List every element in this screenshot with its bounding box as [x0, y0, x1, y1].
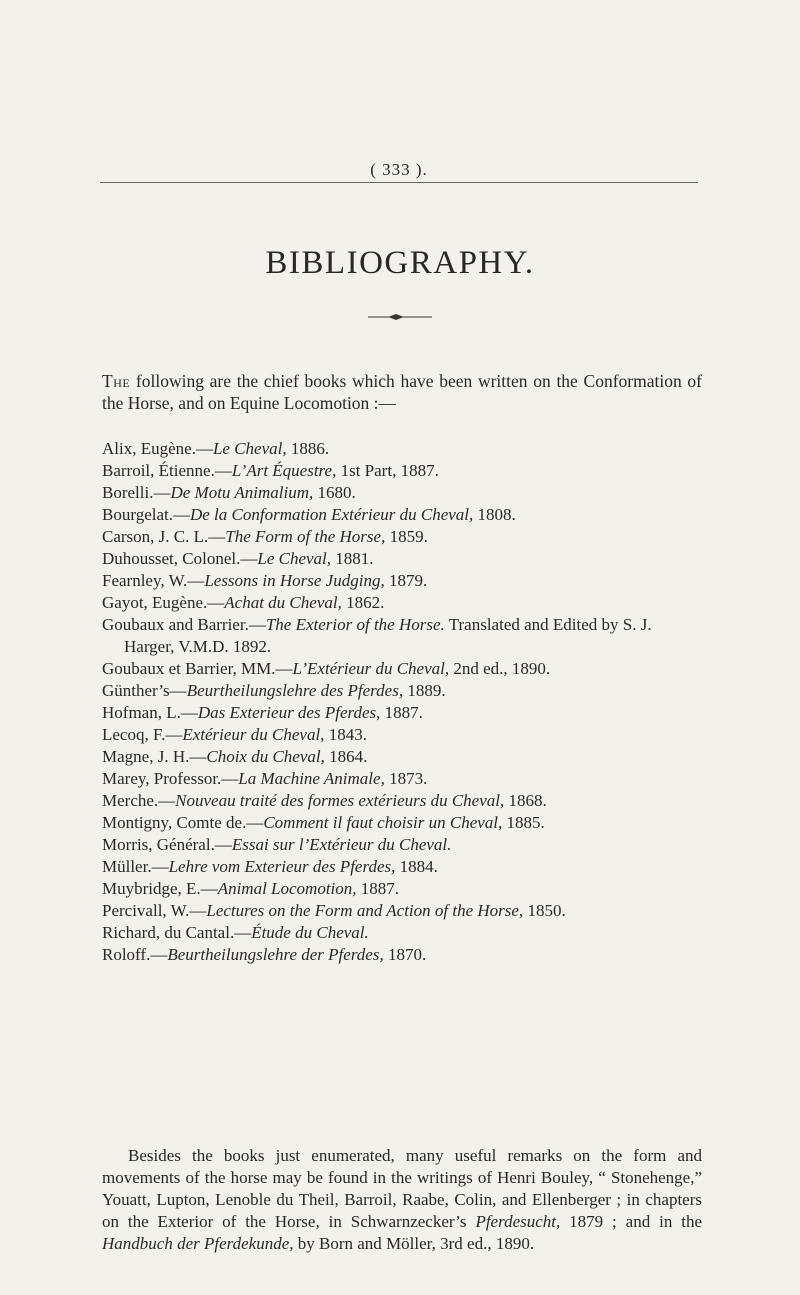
entry-author: Duhousset, Colonel.—: [102, 549, 258, 568]
entry-details: 1st Part, 1887.: [336, 461, 439, 480]
bibliography-entry: [102, 438, 702, 460]
entry-details: 1843.: [324, 725, 367, 744]
entry-details: 1879.: [384, 571, 428, 590]
entry-author: Hofman, L.—: [102, 703, 198, 722]
bibliography-entry: [102, 834, 702, 856]
entry-author: Montigny, Comte de.—: [102, 813, 264, 832]
entry-author: Alix, Eugène.—: [102, 439, 213, 458]
bibliography-entry: [102, 768, 702, 790]
entry-author: Richard, du Cantal.—: [102, 923, 252, 942]
bibliography-entry: [102, 504, 702, 526]
entry-author: Morris, Général.—: [102, 835, 232, 854]
entry-details: 1850.: [523, 901, 566, 920]
entry-work: Animal Locomotion,: [217, 879, 357, 898]
bibliography-entry: [102, 812, 702, 834]
bibliography-entry: [102, 592, 702, 614]
entry-details: 1887.: [380, 703, 423, 722]
entry-details: 1864.: [324, 747, 368, 766]
entry-work: Beurtheilungslehre der Pferdes,: [167, 945, 384, 964]
entry-work: La Machine Animale,: [238, 769, 385, 788]
closing-text-1: Besides the books just enumerated, many useful remarks on the form and movements of the horse may be found in the writings of Henri Bouley, “ Stonehenge,” Youatt, Lupton, Lenoble du Theil, Barroil, Raabe, Colin, and Ellenberger ; in chapters on the Exterior of the Horse, in Schwarnzecker’s: [102, 1146, 702, 1231]
intro-paragraph: [102, 370, 702, 414]
entry-author: Merche.—: [102, 791, 176, 810]
bibliography-entry: [102, 944, 702, 966]
page-number: ( 333 ).: [370, 160, 428, 179]
bibliography-entry: [102, 614, 702, 658]
bibliography-entry: [102, 702, 702, 724]
entry-details: 1885.: [502, 813, 545, 832]
entry-details: 1680.: [313, 483, 356, 502]
entry-details: 1859.: [385, 527, 428, 546]
bibliography-entry: [102, 922, 702, 944]
entry-work: L’Art Équestre,: [231, 461, 337, 480]
entry-author: Lecoq, F.—: [102, 725, 183, 744]
bibliography-entry: [102, 658, 702, 680]
entry-author: Müller.—: [102, 857, 169, 876]
bibliography-entry: [102, 548, 702, 570]
page-title: BIBLIOGRAPHY.: [265, 245, 535, 281]
closing-italic-title-2: Handbuch der Pferdekunde,: [102, 1234, 294, 1253]
entry-work: Lessons in Horse Judging,: [204, 571, 385, 590]
entry-author: Borelli.—: [102, 483, 171, 502]
entry-work: Choix du Cheval,: [206, 747, 325, 766]
entry-work: Das Exterieur des Pferdes,: [197, 703, 381, 722]
page-header: [100, 152, 698, 183]
closing-text-2: 1879 ; and in the: [560, 1212, 703, 1231]
entry-work: Comment il faut choisir un Cheval,: [263, 813, 503, 832]
intro-text: following are the chief books which have been written on the Conformation of the Horse, and on Equine Locomotion :—: [102, 371, 702, 413]
entry-work: Le Cheval,: [212, 439, 287, 458]
closing-paragraph: [102, 1145, 702, 1255]
entry-work: The Form of the Horse,: [225, 527, 386, 546]
entry-author: Muybridge, E.—: [102, 879, 218, 898]
bibliography-entry: [102, 900, 702, 922]
entry-details: 1868.: [504, 791, 547, 810]
entry-details: 1886.: [286, 439, 330, 458]
entry-author: Roloff.—: [102, 945, 168, 964]
entry-details: 1884.: [395, 857, 438, 876]
entry-details: 2nd ed., 1890.: [449, 659, 551, 678]
entry-details: 1808.: [473, 505, 516, 524]
closing-text-3: by Born and Möller, 3rd ed., 1890.: [293, 1234, 535, 1253]
entry-work: L’Extérieur du Cheval,: [292, 659, 450, 678]
bibliography-entry: [102, 790, 702, 812]
bibliography-entry: [102, 856, 702, 878]
bibliography-entry: [102, 570, 702, 592]
entry-details: 1881.: [331, 549, 374, 568]
entry-author: Gayot, Eugène.—: [102, 593, 225, 612]
entry-work: Lectures on the Form and Action of the Horse,: [206, 901, 524, 920]
entry-author: Carson, J. C. L.—: [102, 527, 226, 546]
entry-details: 1862.: [341, 593, 385, 612]
bibliography-entry: [102, 746, 702, 768]
entry-work: De la Conformation Extérieur du Cheval,: [189, 505, 474, 524]
closing-italic-title-1: Pferdesucht,: [475, 1212, 561, 1231]
bibliography-entry: [102, 724, 702, 746]
entry-author: Barroil, Étienne.—: [102, 461, 232, 480]
entry-details: 1887.: [356, 879, 400, 898]
intro-lead-word: The: [102, 371, 131, 391]
entry-work: Le Cheval,: [257, 549, 332, 568]
entry-work: De Motu Animalium,: [170, 483, 314, 502]
ornament-divider: [368, 313, 432, 321]
entry-author: Goubaux and Barrier.—: [102, 615, 266, 634]
entry-details: 1870.: [383, 945, 427, 964]
bibliography-entry: [102, 878, 702, 900]
entry-work: The Exterior of the Horse.: [265, 615, 445, 634]
entry-author: Magne, J. H.—: [102, 747, 207, 766]
entry-author: Percivall, W.—: [102, 901, 207, 920]
entry-work: Extérieur du Cheval,: [182, 725, 325, 744]
bibliography-entry: [102, 482, 702, 504]
entry-work: Beurtheilungslehre des Pferdes,: [186, 681, 404, 700]
entry-work: Achat du Cheval,: [224, 593, 342, 612]
bibliography-entry: [102, 526, 702, 548]
entry-work: Nouveau traité des formes extérieurs du Cheval,: [175, 791, 505, 810]
entry-author: Bourgelat.—: [102, 505, 190, 524]
entry-details: Translated and Edited by S. J. Harger, V.M.D. 1892.: [124, 615, 652, 656]
entry-author: Marey, Professor.—: [102, 769, 239, 788]
entry-author: Günther’s—: [102, 681, 187, 700]
bibliography-list: [102, 438, 702, 966]
entry-author: Fearnley, W.—: [102, 571, 205, 590]
bibliography-entry: [102, 460, 702, 482]
entry-details: 1873.: [384, 769, 428, 788]
entry-work: Étude du Cheval.: [251, 923, 369, 942]
entry-author: Goubaux et Barrier, MM.—: [102, 659, 293, 678]
entry-work: Essai sur l’Extérieur du Cheval.: [231, 835, 452, 854]
bibliography-entry: [102, 680, 702, 702]
entry-work: Lehre vom Exterieur des Pferdes,: [168, 857, 396, 876]
entry-details: 1889.: [403, 681, 446, 700]
